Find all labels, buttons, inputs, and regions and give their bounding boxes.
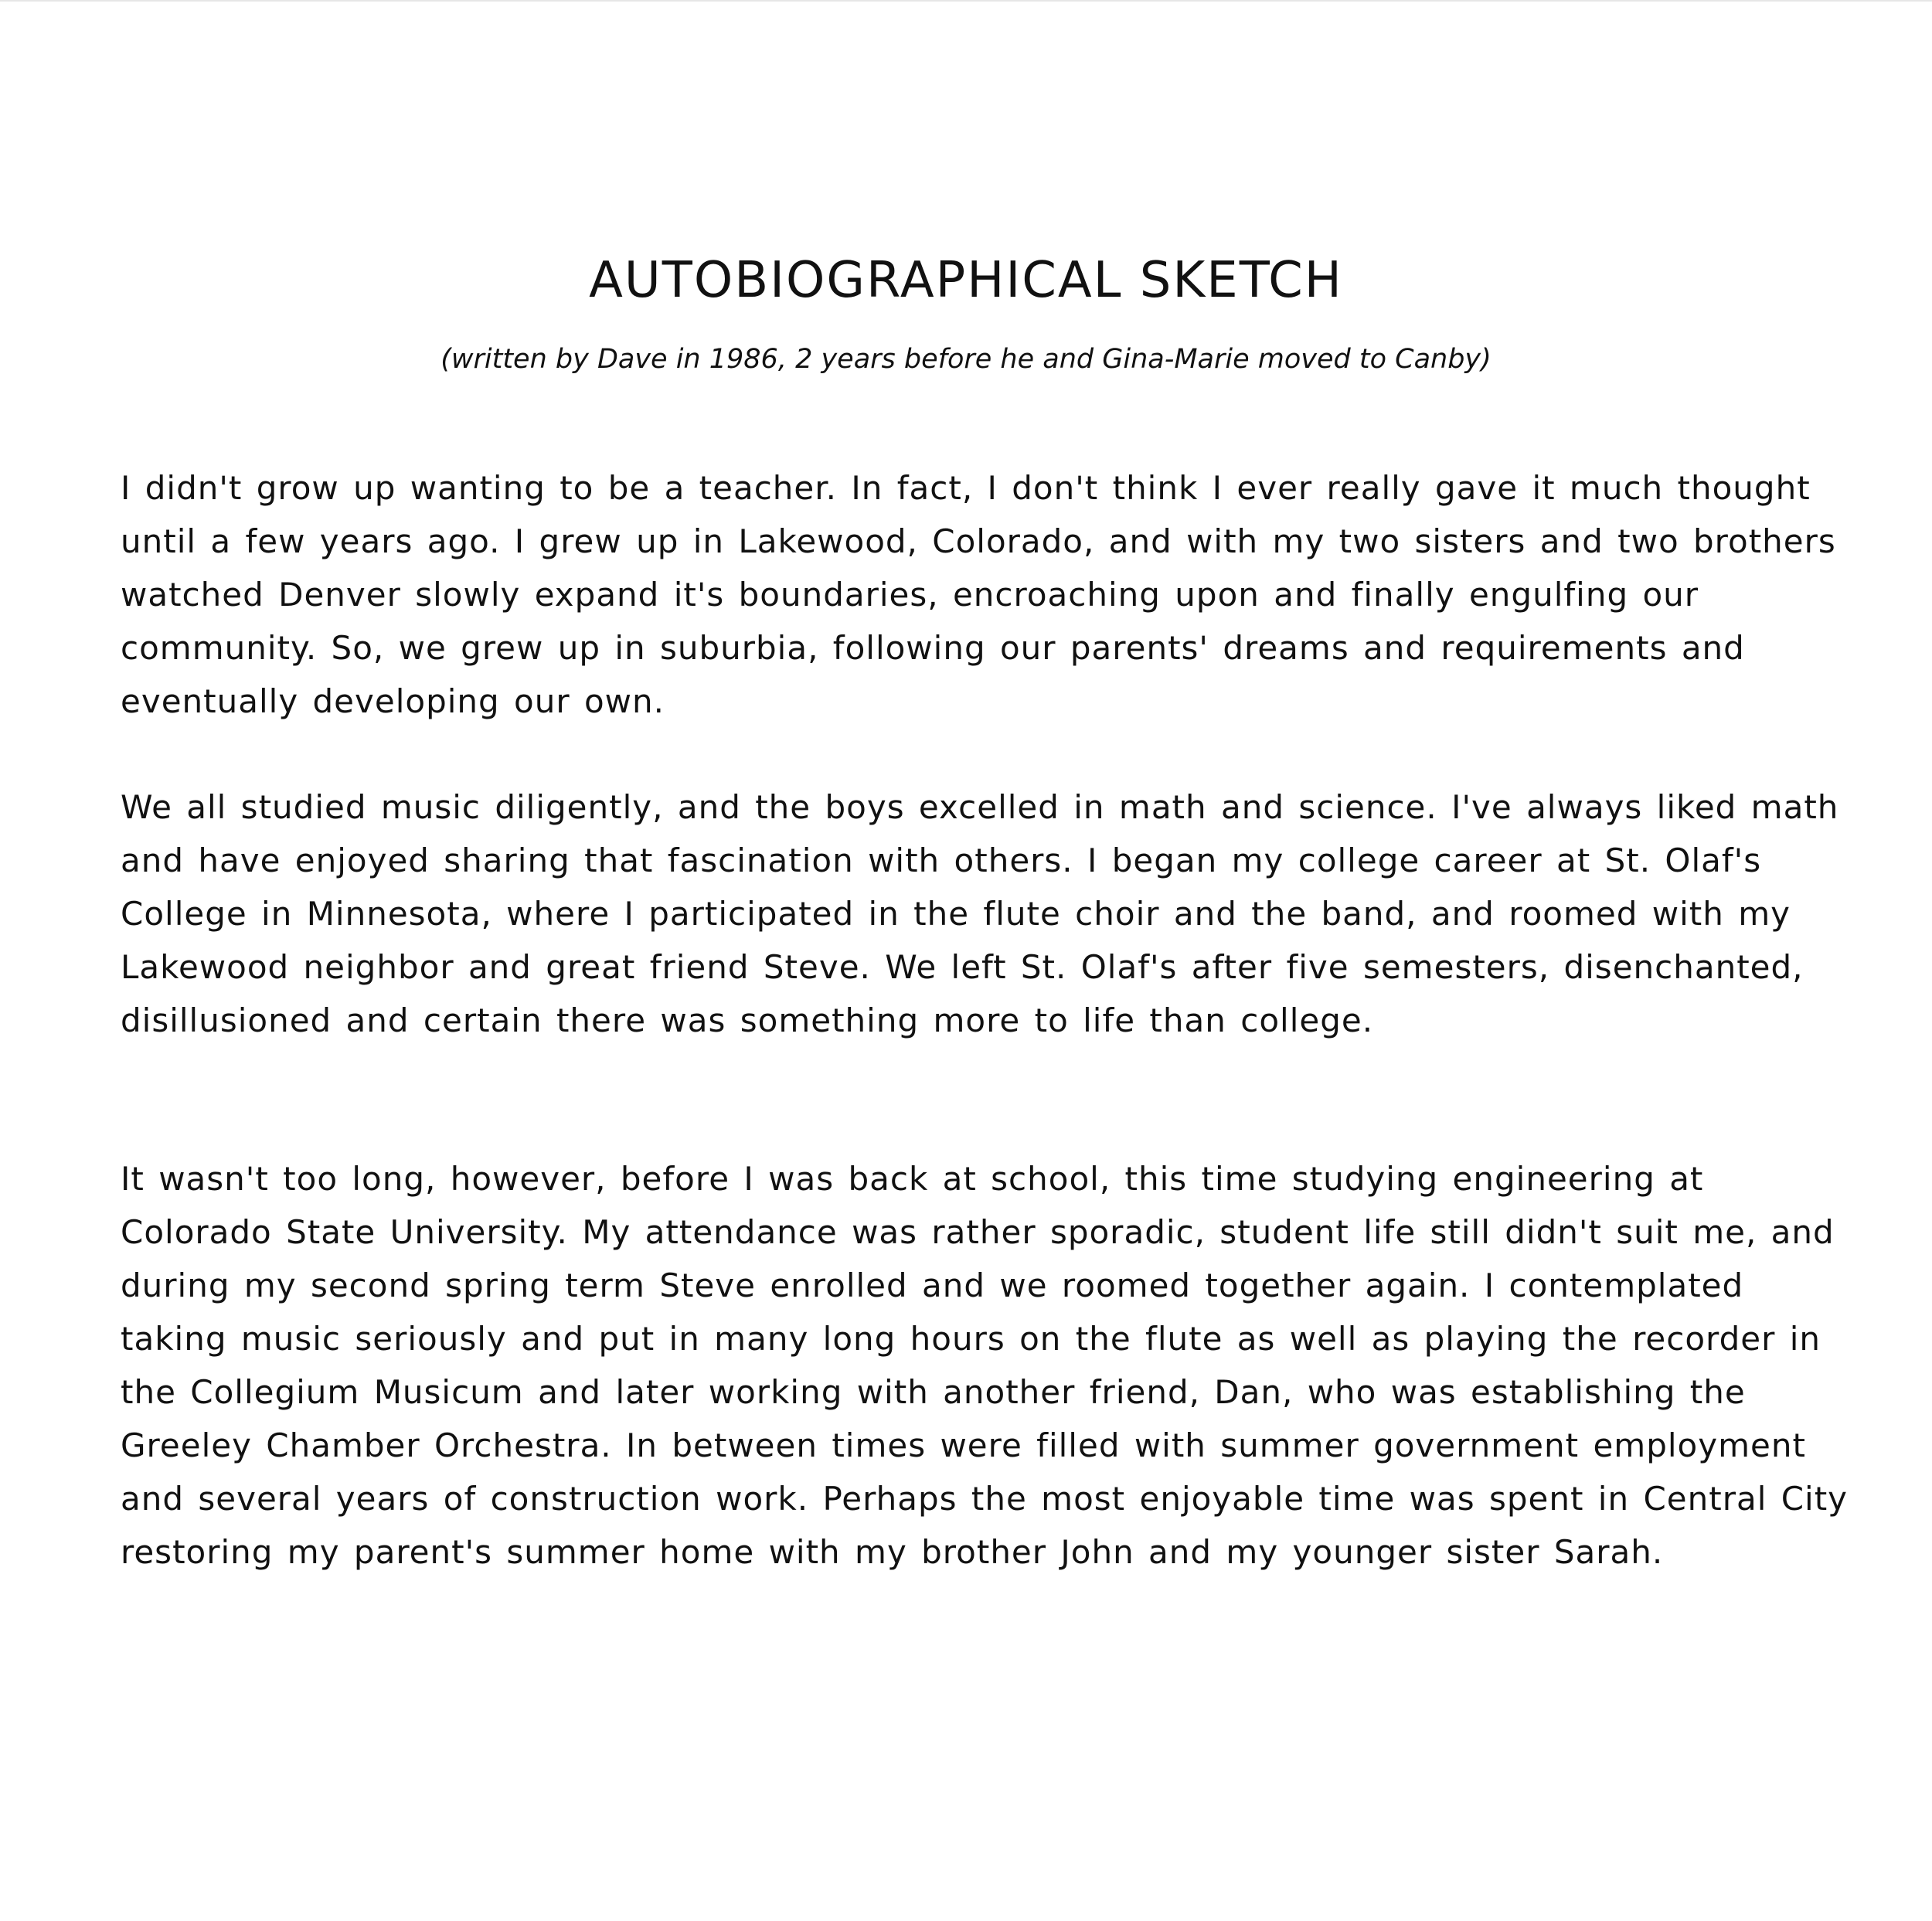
paragraph-college: We all studied music diligently, and the boys excelled in math and science. I've always liked math and have enjoyed sharing that fascination with others. I began my college career at St. Olaf's College in Minnesota, where I participated in the flute choir and the band, and roomed with my Lakewood neighbor and great friend Steve. We left St. Olaf's after five semesters, disenchanted, disillusioned and certain there was something more to life than college. (121, 788, 1839, 1039)
document-title: AUTOBIOGRAPHICAL SKETCH (589, 252, 1343, 309)
paragraph-childhood: I didn't grow up wanting to be a teacher. In fact, I don't think I ever really gave it much thought until a few years ago. I grew up in Lakewood, Colorado, and with my two sisters and two brothers watched Denver slowly expand it's boundaries, encroaching upon and finally engulfing our community. So, we grew up in suburbia, following our parents' dreams and requirements and eventually developing our own. (121, 469, 1836, 720)
paragraph-return-to-school: It wasn't too long, however, before I was back at school, this time studying engineering at Colorado State University. My attendance was rather sporadic, student life still didn't suit me, and during my second spring term Steve enrolled and we roomed together again. I contemplated taking music seriously and put in many long hours on the flute as well as playing the recorder in the Collegium Musicum and later working with another friend, Dan, who was establishing the Greeley Chamber Orchestra. In between times were filled with summer government employment and several years of construction work. Perhaps the most enjoyable time was spent in Central City restoring my parent's summer home with my brother John and my younger sister Sarah. (121, 1160, 1849, 1571)
document-subtitle: (written by Dave in 1986, 2 years before he and Gina-Marie moved to Canby) (440, 344, 1492, 375)
